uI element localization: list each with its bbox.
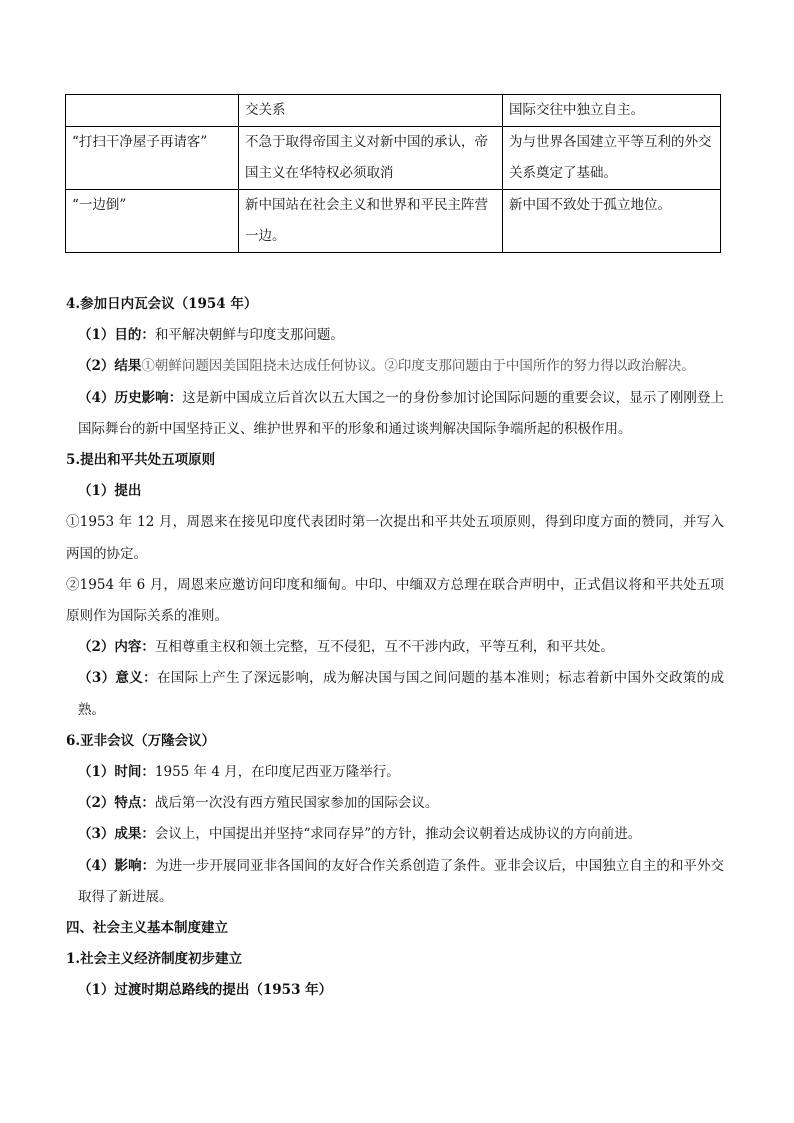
paragraph-label: （1）提出 xyxy=(78,483,142,500)
paragraph-text: 会议上，中国提出并坚持“求同存异”的方针，推动会议朝着达成协议的方向前进。 xyxy=(154,826,642,843)
paragraph-label: （2）内容： xyxy=(78,639,155,656)
paragraph xyxy=(66,851,724,913)
paragraph-text: 为进一步开展同亚非各国间的友好合作关系创造了条件。亚非会议后，中国独立自主的和平外交取得了新进展。 xyxy=(78,857,724,905)
paragraph-text: ①朝鲜问题因美国阻挠未达成任何协议。②印度支那问题由于中国所作的努力得以政治解决。 xyxy=(141,358,695,375)
paragraph xyxy=(74,351,724,382)
paragraph-label: （2）特点： xyxy=(78,795,155,812)
section-heading-economy: 1.社会主义经济制度初步建立 xyxy=(66,951,243,968)
document-body xyxy=(66,289,724,1007)
paragraph-label: （1）时间： xyxy=(78,764,155,781)
paragraph-text: 在国际上产生了深远影响，成为解决国与国之间问题的基本准则；标志着新中国外交政策的成熟。 xyxy=(78,670,724,718)
paragraph-text: 这是新中国成立后首次以五大国之一的身份参加讨论国际问题的重要会议，显示了刚刚登上国际舞台的新中国坚持正义、维护世界和平的形象和通过谈判解决国际争端所起的积极作用。 xyxy=(78,389,724,437)
paragraph-label: （4）历史影响： xyxy=(78,389,183,406)
paragraph xyxy=(74,632,724,663)
table-cell: 不急于取得帝国主义对新中国的承认，帝国主义在华特权必须取消 xyxy=(239,127,503,190)
paragraph xyxy=(74,476,724,507)
paragraph-label: （2）结果 xyxy=(78,358,142,375)
paragraph-text: 战后第一次没有西方殖民国家参加的国际会议。 xyxy=(154,795,439,812)
paragraph xyxy=(66,663,724,725)
table-row xyxy=(66,190,721,253)
table-cell: 新中国站在社会主义和世界和平民主阵营一边。 xyxy=(239,190,503,253)
section-heading-geneva: 4.参加日内瓦会议（1954 年） xyxy=(66,296,258,312)
table-cell: 新中国不致处于孤立地位。 xyxy=(503,190,721,253)
paragraph-label: （4）影响： xyxy=(78,857,156,874)
paragraph-label: （3）意义： xyxy=(78,670,157,687)
list-item: ①1953 年 12 月，周恩来在接见印度代表团时第一次提出和平共处五项原则，得到印度方面的赞同，并写入两国的协定。 xyxy=(66,514,724,562)
paragraph xyxy=(66,383,724,445)
diplomacy-table xyxy=(65,94,721,253)
paragraph-text: 和平解决朝鲜与印度支那问题。 xyxy=(154,327,344,344)
paragraph-label: （1）过渡时期总路线的提出（1953 年） xyxy=(78,982,333,999)
table-cell xyxy=(66,95,239,127)
paragraph xyxy=(74,819,724,850)
table-row xyxy=(66,95,721,127)
section-heading-bandung: 6.亚非会议（万隆会议） xyxy=(66,732,216,749)
section-heading-five-principles: 5.提出和平共处五项原则 xyxy=(66,452,216,469)
list-item: ②1954 年 6 月，周恩来应邀访问印度和缅甸。中印、中缅双方总理在联合声明中，正式倡议将和平共处五项原则作为国际关系的准则。 xyxy=(66,576,724,625)
paragraph-label: （3）成果： xyxy=(78,826,155,843)
table-cell: “打扫干净屋子再请客” xyxy=(66,127,239,190)
table-cell: 交关系 xyxy=(239,95,503,127)
table-cell: 为与世界各国建立平等互利的外交关系奠定了基础。 xyxy=(503,127,721,190)
paragraph xyxy=(74,788,724,819)
paragraph xyxy=(74,320,724,351)
table-cell: “一边倒” xyxy=(66,190,239,253)
chapter-heading: 四、社会主义基本制度建立 xyxy=(66,920,228,937)
paragraph-text: 1955 年 4 月，在印度尼西亚万隆举行。 xyxy=(154,764,400,781)
paragraph-text: 互相尊重主权和领土完整，互不侵犯，互不干涉内政，平等互利，和平共处。 xyxy=(154,639,614,656)
paragraph-label: （1）目的： xyxy=(78,327,155,344)
paragraph xyxy=(74,757,724,788)
table-row xyxy=(66,127,721,190)
table-cell: 国际交往中独立自主。 xyxy=(503,95,721,127)
